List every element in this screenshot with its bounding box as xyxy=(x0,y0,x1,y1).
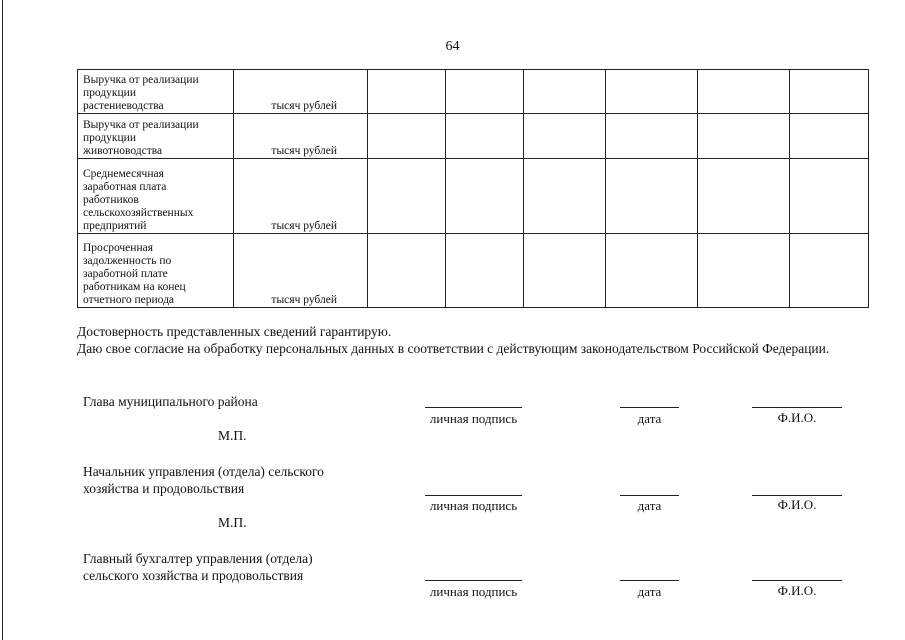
guarantee-statement: Достоверность представленных сведений гарантирую. xyxy=(77,324,392,339)
unit-cell: тысяч рублей xyxy=(234,70,368,114)
value-cell[interactable] xyxy=(790,114,869,159)
value-cell[interactable] xyxy=(524,70,606,114)
value-cell[interactable] xyxy=(790,159,869,234)
indicator-cell: Выручка от реализации продукции животноводства xyxy=(78,114,234,159)
name-caption: Ф.И.О. xyxy=(777,497,817,512)
signatory-title: Начальник управления (отдела) сельского хозяйства и продовольствия xyxy=(83,464,324,496)
value-cell[interactable] xyxy=(368,114,446,159)
name-line[interactable] xyxy=(752,580,842,581)
value-cell[interactable] xyxy=(606,159,698,234)
date-caption: дата xyxy=(637,411,662,426)
value-cell[interactable] xyxy=(446,234,524,308)
date-line[interactable] xyxy=(620,580,679,581)
value-cell[interactable] xyxy=(606,114,698,159)
indicators-table xyxy=(77,69,869,308)
signature-line[interactable] xyxy=(425,407,522,408)
date-caption: дата xyxy=(637,584,662,599)
table-row xyxy=(78,114,869,159)
value-cell[interactable] xyxy=(698,234,790,308)
value-cell[interactable] xyxy=(698,159,790,234)
name-caption: Ф.И.О. xyxy=(777,410,817,425)
indicator-cell: Выручка от реализации продукции растениеводства xyxy=(78,70,234,114)
unit-cell: тысяч рублей xyxy=(234,159,368,234)
value-cell[interactable] xyxy=(368,159,446,234)
value-cell[interactable] xyxy=(524,114,606,159)
value-cell[interactable] xyxy=(446,159,524,234)
signature-line[interactable] xyxy=(425,580,522,581)
page-number: 64 xyxy=(445,39,460,54)
signatory-title: Главный бухгалтер управления (отдела) сельского хозяйства и продовольствия xyxy=(83,551,313,583)
name-line[interactable] xyxy=(752,495,842,496)
value-cell[interactable] xyxy=(446,114,524,159)
signature-caption: личная подпись xyxy=(429,498,518,513)
value-cell[interactable] xyxy=(524,234,606,308)
date-caption: дата xyxy=(637,498,662,513)
date-line[interactable] xyxy=(620,407,679,408)
value-cell[interactable] xyxy=(790,234,869,308)
indicator-cell: Среднемесячная заработная плата работников сельскохозяйственных предприятий xyxy=(78,159,234,234)
page-edge xyxy=(2,0,3,640)
signature-line[interactable] xyxy=(425,495,522,496)
signature-caption: личная подпись xyxy=(429,584,518,599)
table-row xyxy=(78,159,869,234)
unit-cell: тысяч рублей xyxy=(234,234,368,308)
value-cell[interactable] xyxy=(446,70,524,114)
value-cell[interactable] xyxy=(368,70,446,114)
consent-statement: Даю свое согласие на обработку персональных данных в соответствии с действующим законодательством Российской Федерации. xyxy=(77,341,830,356)
stamp-place: М.П. xyxy=(218,515,247,530)
indicator-cell: Просроченная задолженность по заработной плате работникам на конец отчетного периода xyxy=(78,234,234,308)
value-cell[interactable] xyxy=(698,70,790,114)
table-row xyxy=(78,70,869,114)
value-cell[interactable] xyxy=(790,70,869,114)
value-cell[interactable] xyxy=(606,234,698,308)
value-cell[interactable] xyxy=(698,114,790,159)
table-row xyxy=(78,234,869,308)
date-line[interactable] xyxy=(620,495,679,496)
stamp-place: М.П. xyxy=(218,428,247,443)
value-cell[interactable] xyxy=(606,70,698,114)
value-cell[interactable] xyxy=(368,234,446,308)
value-cell[interactable] xyxy=(524,159,606,234)
unit-cell: тысяч рублей xyxy=(234,114,368,159)
signature-caption: личная подпись xyxy=(429,411,518,426)
name-line[interactable] xyxy=(752,407,842,408)
signatory-title: Глава муниципального района xyxy=(83,394,258,409)
name-caption: Ф.И.О. xyxy=(777,583,817,598)
